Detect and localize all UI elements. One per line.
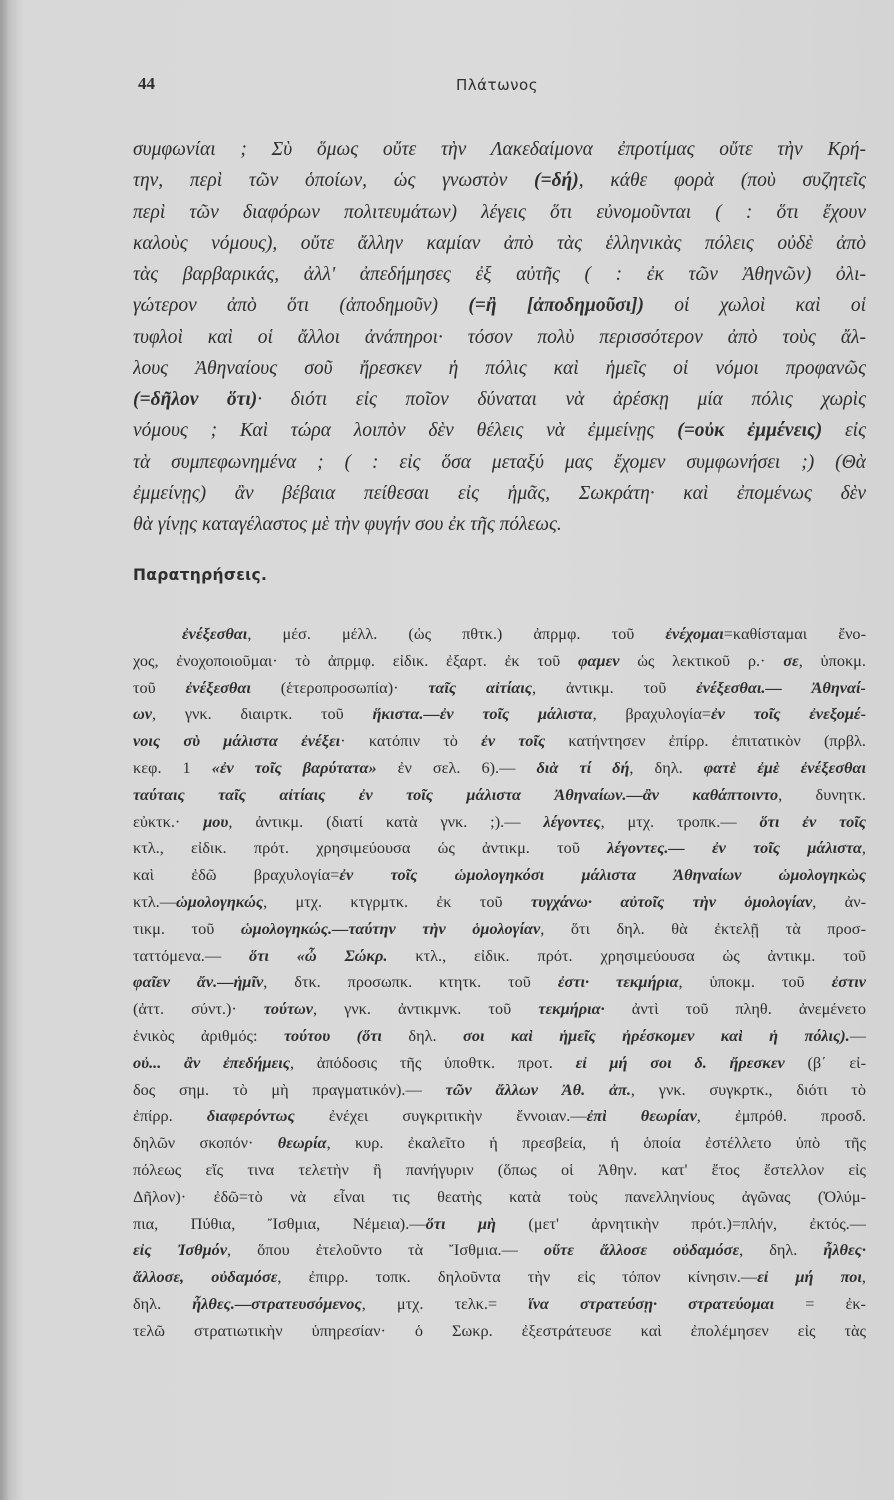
page-number: 44	[138, 74, 155, 93]
bold-term: τυγχάνω· αὐτοῖς τὴν ὁμολογίαν	[530, 891, 813, 911]
text-segment: εὐκτκ.·	[133, 811, 204, 831]
text-line	[133, 478, 866, 509]
bold-term: εἰ μή ποι	[757, 1267, 862, 1287]
bold-term: ἥκιστα.—ἐν τοῖς μάλιστα	[372, 704, 593, 724]
bold-term: διὰ τί δή	[536, 757, 630, 777]
text-segment: συμφωνίαι ; Σὺ ὅμως οὔτε τὴν Λακεδαίμονα ἐπροτίμας οὔτε τὴν Κρή-	[133, 139, 866, 160]
text-segment: ἐνέχει συγκριτικὴν ἔννοιαν.—	[294, 1106, 587, 1126]
text-line	[133, 889, 866, 916]
text-line	[133, 1157, 866, 1184]
text-segment: , δυνητκ.	[778, 784, 866, 804]
text-line	[133, 755, 866, 782]
text-segment: λους Ἀθηναίους σοῦ ἤρεσκεν ἡ πόλις καὶ ἡμεῖς οἱ νόμοι προφανῶς	[133, 357, 866, 379]
bold-term: ἦλθες.—στρατευσόμενος	[192, 1293, 362, 1313]
bold-term: τεκμήρια·	[538, 999, 605, 1019]
text-line	[133, 809, 866, 836]
text-segment: , δτκ. προσωπκ. κτητκ. τοῦ	[263, 972, 558, 992]
text-line	[133, 165, 866, 196]
bold-term: οὔτε ἄλλοσε οὐδαμόσε	[543, 1240, 740, 1260]
bold-term: λέγοντες.— ἐν τοῖς μάλιστα	[607, 838, 862, 858]
text-segment: , ἀπόδοσις τῆς ὑποθτκ. προτ.	[290, 1052, 576, 1072]
bold-term: εἰ μή σοι δ. ἤρεσκεν	[575, 1052, 785, 1072]
bold-term: ὡμολογηκώς.—ταύτην τὴν ὁμολογίαν	[240, 918, 541, 938]
bold-term: ἐπὶ θεωρίαν	[586, 1106, 697, 1126]
bold-term: νοις σὺ μάλιστα ἐνέξει	[133, 731, 341, 751]
text-segment: οἱ χωλοὶ καὶ οἱ	[644, 295, 866, 317]
bold-term: λέγοντες	[543, 811, 601, 831]
text-segment: , μτχ. κτγρμτκ. ἐκ τοῦ	[263, 891, 531, 911]
text-line	[133, 835, 866, 862]
text-segment: , ὅτι δηλ. θὰ ἐκτελῇ τὰ προσ-	[540, 918, 866, 938]
text-line	[133, 134, 866, 165]
bold-term: εἰς Ἰσθμόν	[133, 1240, 228, 1260]
text-line	[133, 1023, 866, 1050]
bold-term: οὐ... ἂν ἐπεδήμεις	[133, 1052, 291, 1072]
text-line	[133, 1318, 866, 1345]
text-segment: δηλ.	[381, 1025, 464, 1045]
text-segment: θὰ γίνῃς καταγέλαστος μὲ τὴν φυγήν σου ἐκ τῆς πόλεως.	[133, 514, 562, 535]
bold-term: ἐν τοῖς	[481, 731, 546, 751]
text-segment: χος, ἐνοχοποιοῦμαι· τὸ ἀπρμφ. εἰδικ. ἐξαρτ. ἐκ τοῦ	[133, 650, 578, 670]
text-segment: (μετ' ἀρνητικὴν πρότ.)=πλήν, ἐκτός.—	[495, 1213, 866, 1233]
text-segment: καὶ ἐδῶ βραχυλογία=	[133, 865, 340, 885]
text-segment: · κατόπιν τὸ	[340, 731, 482, 751]
text-line	[133, 447, 866, 478]
text-segment: , γνκ. ἀντικμνκ. τοῦ	[312, 999, 539, 1019]
text-segment: κτλ., εἰδικ. πρότ. χρησιμεύουσα ὡς ἀντικμ. τοῦ	[133, 838, 608, 858]
bold-term: μου	[203, 811, 229, 831]
text-line	[133, 1050, 866, 1077]
text-line	[133, 943, 866, 970]
text-line	[133, 228, 866, 259]
text-line	[133, 1291, 866, 1318]
text-segment: ἀντὶ τοῦ πληθ. ἀνεμένετο	[604, 999, 866, 1019]
text-line	[133, 916, 866, 943]
text-line	[133, 996, 866, 1023]
text-segment: περὶ τῶν διαφόρων πολιτευμάτων) λέγεις ὅτι εὐνομοῦνται ( : ὅτι ἔχουν	[133, 201, 866, 223]
text-segment: , κάθε φορὰ (ποὺ συζητεῖς	[578, 170, 866, 192]
bold-term: ἦλθες·	[823, 1240, 866, 1260]
text-line	[133, 862, 866, 889]
text-line	[133, 1211, 866, 1238]
text-segment: τοῦ	[133, 677, 186, 697]
bold-term: ἵνα στρατεύσῃ· στρατεύομαι	[528, 1293, 775, 1313]
bold-term: (=οὐκ ἐμμένεις)	[677, 420, 823, 442]
text-segment: =καθίσταμαι ἔνο-	[723, 624, 866, 643]
text-segment: ὡς λεκτικοῦ ρ.·	[619, 650, 784, 670]
notes-heading: Παρατηρήσεις.	[133, 566, 268, 584]
text-segment: , γνκ. συγκρτκ., διότι τὸ	[630, 1079, 866, 1099]
text-segment: Δῆλον)· ἐδῶ=τὸ νὰ εἶναι τις θεατὴς κατὰ τοὺς πανελληνίους ἀγῶνας (Ὀλύμ-	[133, 1186, 866, 1206]
text-line	[133, 728, 866, 755]
text-segment: , δηλ.	[739, 1240, 824, 1260]
text-segment: , γνκ. διαιρτκ. τοῦ	[152, 704, 373, 724]
bold-term: φατὲ ἐμὲ ἐνέξεσθαι	[703, 757, 866, 777]
text-segment: εἰς	[822, 420, 866, 442]
text-segment: ταττόμενα.—	[133, 945, 249, 965]
text-line	[133, 197, 866, 228]
text-line	[133, 259, 866, 290]
text-line	[133, 701, 866, 728]
text-segment: ἐπίρρ.	[133, 1106, 207, 1126]
text-line	[133, 509, 866, 540]
text-line	[133, 1077, 866, 1104]
main-text-paragraph	[133, 134, 866, 540]
bold-term: ων	[133, 704, 153, 724]
bold-term: ὅτι ἐν τοῖς	[759, 811, 866, 831]
text-segment: κατήντησεν ἐπίρρ. ἐπιτατικὸν (πρβλ.	[545, 731, 866, 751]
bold-term: (=δή)	[533, 170, 579, 192]
text-segment: δηλῶν σκοπόν·	[133, 1133, 278, 1153]
text-segment: ἐμμείνῃς) ἂν βέβαια πείθεσαι εἰς ἡμᾶς, Σωκράτη· καὶ ἐπομένως δὲν	[133, 482, 866, 504]
text-line	[133, 384, 866, 415]
text-segment: ἑνικὸς ἀριθμός:	[133, 1025, 284, 1045]
bold-term: (=δῆλον ὅτι)	[133, 389, 258, 410]
bold-term: φαῖεν ἄν.—ἡμῖν	[133, 972, 264, 992]
bold-term: ἐνέξεσθαι	[185, 677, 251, 697]
text-segment: , ἀν-	[812, 891, 866, 911]
text-segment: , ἐμπρόθ. προσδ.	[696, 1106, 866, 1126]
bold-term: ὅτι «ὦ Σώκρ.	[249, 945, 388, 965]
text-line	[133, 415, 866, 446]
bold-term: ἐστι· τεκμήρια	[557, 972, 679, 992]
bold-term: τούτων	[263, 999, 313, 1019]
text-line	[133, 1237, 866, 1264]
text-line	[133, 621, 866, 648]
bold-term: ταῖς αἰτίαις	[428, 677, 533, 697]
text-segment: (ἀττ. σύντ.)·	[133, 999, 264, 1019]
text-line	[133, 290, 866, 321]
text-segment: , μτχ. τελκ.=	[361, 1293, 529, 1313]
text-line	[133, 969, 866, 996]
bold-term: ὡμολογηκώς	[176, 891, 264, 911]
text-segment: ,	[861, 838, 866, 858]
text-segment: τελῶ στρατιωτικὴν ὑπηρεσίαν· ὁ Σωκρ. ἐξεστράτευσε καὶ ἐπολέμησεν εἰς τὰς	[133, 1320, 866, 1340]
text-line	[133, 1184, 866, 1211]
bold-term: ὅτι μὴ	[425, 1213, 496, 1233]
text-segment: = ἐκ-	[774, 1293, 866, 1313]
bold-term: ἄλλοσε, οὐδαμόσε	[133, 1267, 278, 1287]
text-segment: , ἐπιρρ. τοπκ. δηλοῦντα τὴν εἰς τόπον κίνησιν.—	[277, 1267, 758, 1287]
text-segment: (ἑτεροπροσωπία)·	[250, 677, 429, 697]
bold-term: ἐνέξεσθαι	[182, 624, 248, 643]
text-segment: · διότι εἰς ποῖον δύναται νὰ ἀρέσκῃ μία πόλις χωρὶς	[257, 389, 866, 410]
bold-term: ἐστιν	[831, 972, 866, 992]
bold-term: φαμεν	[577, 650, 620, 670]
text-segment: κτλ.—	[133, 891, 176, 911]
text-line	[133, 1103, 866, 1130]
text-segment: πια, Πύθια, Ἴσθμια, Νέμεια).—	[133, 1213, 426, 1233]
text-segment: δηλ.	[133, 1293, 193, 1313]
bold-term: ἐνέχομαι	[665, 624, 724, 643]
text-segment: , ἀντικμ. τοῦ	[532, 677, 697, 697]
text-line	[133, 353, 866, 384]
text-line	[133, 1130, 866, 1157]
text-segment: ἐν σελ. 6).—	[376, 757, 537, 777]
text-segment: τυφλοὶ καὶ οἱ ἄλλοι ἀνάπηροι· τόσον πολὺ περισσότερον ἀπὸ τοὺς ἄλ-	[133, 326, 866, 348]
bold-term: σε	[783, 650, 799, 670]
text-line	[133, 648, 866, 675]
text-segment: , μτχ. τροπκ.—	[600, 811, 760, 831]
bold-term: ἐν τοῖς ἐνεξομέ-	[710, 704, 866, 724]
bold-term: τῶν ἄλλων Ἀθ. ἀπ.	[445, 1079, 631, 1099]
text-segment: , βραχυλογία=	[592, 704, 711, 724]
text-segment: , ἀντικμ. (διατί κατὰ γνκ. ;).—	[228, 811, 544, 831]
text-segment: δος σημ. τὸ μὴ πραγματικόν).—	[133, 1079, 446, 1099]
text-segment: , κυρ. ἐκαλεῖτο ἡ πρεσβεία, ἡ ὁποία ἐστέλλετο ὑπὸ τῆς	[326, 1133, 866, 1153]
bold-term: ταύταις ταῖς αἰτίαις ἐν τοῖς μάλιστα Ἀθηναίων.—ἂν καθάπτοιντο	[133, 784, 779, 804]
text-segment: ,	[861, 1267, 866, 1287]
text-line	[133, 675, 866, 702]
notes-section	[133, 621, 866, 1345]
text-segment: κτλ., εἰδικ. πρότ. χρησιμεύουσα ὡς ἀντικμ. τοῦ	[387, 945, 866, 965]
bold-term: ἐνέξεσθαι.— Ἀθηναί-	[696, 677, 866, 697]
bold-term: τούτου (ὅτι	[283, 1025, 382, 1045]
text-segment: γώτερον ἀπὸ ὅτι (ἀποδημοῦν)	[133, 295, 469, 317]
text-segment: πόλεως εἴς τινα τελετὴν ἢ πανήγυριν (ὅπως οἱ Ἀθην. κατ' ἔτος ἔστελλον εἰς	[133, 1159, 866, 1179]
bold-term: θεωρία	[277, 1133, 327, 1153]
text-segment: , δηλ.	[629, 757, 704, 777]
text-line	[133, 782, 866, 809]
text-segment: , ὑποκμ. τοῦ	[678, 972, 832, 992]
text-segment: τὰ συμπεφωνημένα ; ( : εἰς ὅσα μεταξύ μας ἔχομεν συμφωνήσει ;) (Θὰ	[133, 451, 866, 473]
bold-term: (=ἢ [ἀποδημοῦσι])	[468, 295, 645, 317]
bold-term: «ἐν τοῖς βαρύτατα»	[211, 757, 377, 777]
text-segment: , ὑποκμ.	[798, 650, 866, 670]
text-segment: την, περὶ τῶν ὁποίων, ὡς γνωστὸν	[133, 170, 534, 192]
bold-term: σοι καὶ ἡμεῖς ἠρέσκομεν καὶ ἡ πόλις).	[463, 1025, 850, 1045]
text-segment: τικμ. τοῦ	[133, 918, 241, 938]
text-segment: κεφ. 1	[133, 757, 212, 777]
bold-term: ἐν τοῖς ὡμολογηκόσι μάλιστα Ἀθηναίων ὡμολογηκὼς	[339, 865, 866, 885]
running-title: Πλάτωνος	[456, 76, 538, 94]
text-segment: , ὅπου ἐτελοῦντο τὰ Ἴσθμια.—	[227, 1240, 544, 1260]
text-segment: νόμους ; Καὶ τώρα λοιπὸν δὲν θέλεις νὰ ἐμμείνῃς	[133, 420, 678, 442]
text-segment: καλοὺς νόμους), οὔτε ἄλλην καμίαν ἀπὸ τὰς ἑλληνικὰς πόλεις οὐδὲ ἀπὸ	[133, 232, 866, 254]
text-segment: —	[849, 1025, 866, 1045]
text-segment: τὰς βαρβαρικάς, ἀλλ' ἀπεδήμησες ἐξ αὐτῆς ( : ἐκ τῶν Ἀθηνῶν) ὀλι-	[133, 264, 866, 285]
text-line	[133, 1264, 866, 1291]
text-line	[133, 322, 866, 353]
text-segment: , μέσ. μέλλ. (ὡς πθτκ.) ἀπρμφ. τοῦ	[247, 624, 666, 643]
bold-term: διαφερόντως	[206, 1106, 295, 1126]
text-segment: (β΄ εἰ-	[784, 1052, 866, 1072]
